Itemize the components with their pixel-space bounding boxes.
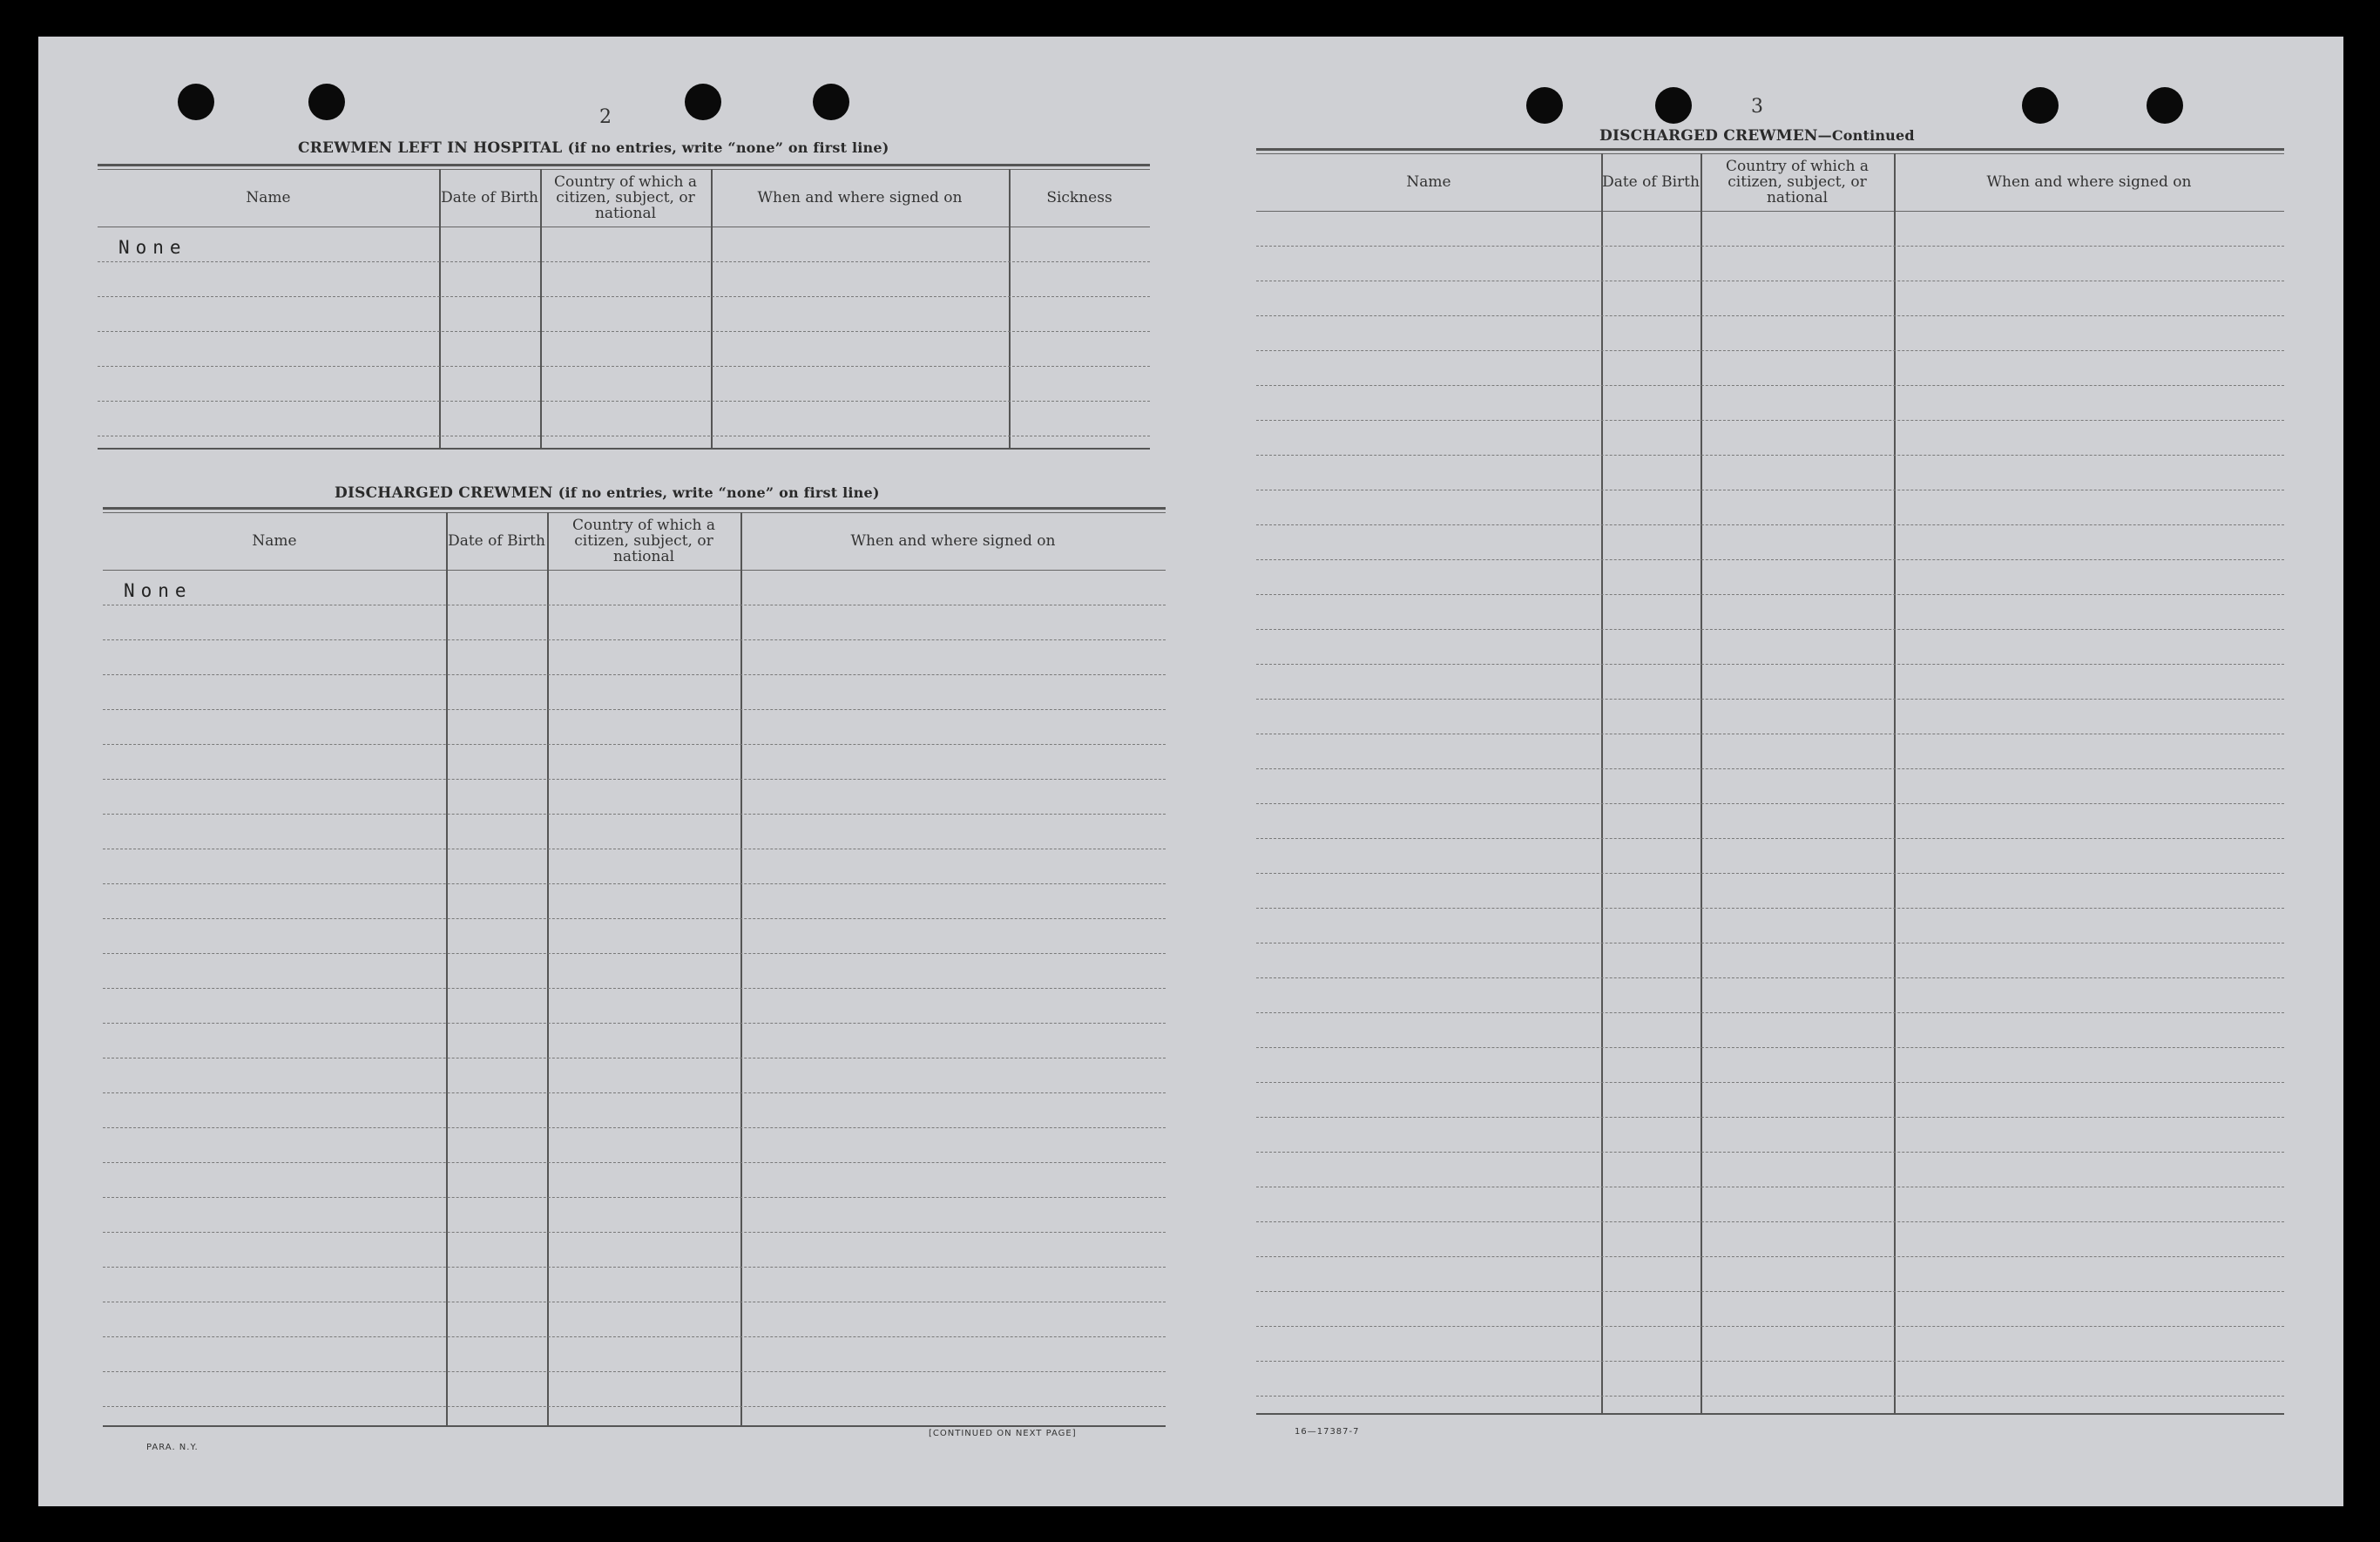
ruled-line [103,1406,1166,1407]
ruled-line [1256,664,2284,665]
discharged-title: DISCHARGED CREWMEN [335,484,553,502]
hospital-title: CREWMEN LEFT IN HOSPITAL [298,139,563,157]
discharged-continued-section-title [1599,127,1915,145]
first-entry-none: None [124,580,193,601]
ruled-line [1256,1152,2284,1153]
discharged-table [103,507,1166,1425]
column-header: Country of which a citizen, subject, or national [572,517,715,565]
ruled-line [98,331,1150,332]
ruled-line [1256,385,2284,386]
discharged-continued-title: DISCHARGED CREWMEN [1599,127,1818,145]
column-divider [740,512,742,1425]
ruled-line [1256,246,2284,247]
ruled-line [1256,1291,2284,1292]
punch-hole [308,84,345,120]
ruled-line [1256,315,2284,316]
ruled-line [103,639,1166,640]
ruled-line [103,988,1166,989]
table-bottom-rule [103,1425,1166,1427]
ruled-line [1256,1396,2284,1397]
table-top-rule [103,507,1166,510]
column-divider [1894,153,1896,1413]
column-header: Country of which a citizen, subject, or national [1726,158,1869,206]
ruled-line [1256,594,2284,595]
column-header: Name [252,532,297,550]
discharged-continued-suffix: —Continued [1817,127,1915,144]
ruled-line [103,1092,1166,1093]
ruled-line [98,296,1150,297]
table-top-rule [1256,148,2284,151]
table-bottom-rule [98,448,1150,450]
table-bottom-rule [1256,1413,2284,1415]
ruled-line [1256,1221,2284,1222]
ruled-line [1256,524,2284,525]
ruled-line [103,1023,1166,1024]
punch-hole [1655,87,1692,124]
document-sheet [38,37,2343,1506]
hospital-title-note: (if no entries, write “none” on first line) [567,139,889,156]
discharged-section-title [335,484,880,502]
ruled-line [1256,1256,2284,1257]
ruled-line [103,918,1166,919]
ruled-line [1256,1326,2284,1327]
ruled-line [98,261,1150,262]
column-divider [1601,153,1603,1413]
column-header: Name [1406,173,1451,191]
header-bottom-rule [1256,211,2284,212]
punch-hole [685,84,721,120]
column-header: Date of Birth [441,189,538,206]
ruled-line [103,1267,1166,1268]
ruled-line [1256,803,2284,804]
ruled-line [1256,873,2284,874]
ruled-line [1256,1012,2284,1013]
punch-hole [178,84,214,120]
printer-mark: PARA. N.Y. [146,1443,199,1452]
ruled-line [1256,455,2284,456]
ruled-line [103,1197,1166,1198]
ruled-line [103,1232,1166,1233]
ruled-line [98,401,1150,402]
punch-hole [813,84,849,120]
punch-hole [2022,87,2059,124]
ruled-line [103,814,1166,815]
discharged-continued-table [1256,148,2284,1413]
page-number-left: 2 [599,106,612,128]
ruled-line [1256,977,2284,978]
header-bottom-rule [103,570,1166,571]
ruled-line [1256,420,2284,421]
ruled-line [103,883,1166,884]
column-header: Sickness [1046,189,1112,206]
column-header: Name [246,189,291,206]
ruled-line [103,1371,1166,1372]
punch-hole [1526,87,1563,124]
hospital-section-title [298,139,889,157]
table-top-rule [98,164,1150,166]
punch-hole [2147,87,2183,124]
ruled-line [103,1162,1166,1163]
ruled-line [103,1127,1166,1128]
ruled-line [103,709,1166,710]
ruled-line [103,674,1166,675]
ruled-line [1256,1047,2284,1048]
column-header: When and where signed on [1986,173,2192,191]
hospital-table [98,164,1150,448]
ruled-line [1256,838,2284,839]
column-header: Date of Birth [448,532,545,550]
ruled-line [103,744,1166,745]
ruled-line [1256,350,2284,351]
ruled-line [1256,559,2284,560]
first-entry-none: None [118,237,187,258]
page-number-right: 3 [1751,96,1763,118]
ruled-line [1256,908,2284,909]
column-divider [446,512,448,1425]
column-header: Country of which a citizen, subject, or national [554,173,697,222]
ruled-line [103,953,1166,954]
ruled-line [98,366,1150,367]
ruled-line [103,1336,1166,1337]
column-divider [547,512,549,1425]
ruled-line [1256,1361,2284,1362]
column-header: Date of Birth [1602,173,1700,191]
ruled-line [1256,1082,2284,1083]
continued-note: [CONTINUED ON NEXT PAGE] [929,1429,1077,1438]
ruled-line [1256,1117,2284,1118]
ruled-line [1256,768,2284,769]
column-header: When and where signed on [850,532,1056,550]
discharged-title-note: (if no entries, write “none” on first line) [558,484,880,501]
form-number: 16—17387-7 [1295,1427,1360,1437]
ruled-line [1256,629,2284,630]
column-divider [1700,153,1702,1413]
column-header: When and where signed on [757,189,963,206]
ruled-line [103,779,1166,780]
ruled-line [1256,699,2284,700]
